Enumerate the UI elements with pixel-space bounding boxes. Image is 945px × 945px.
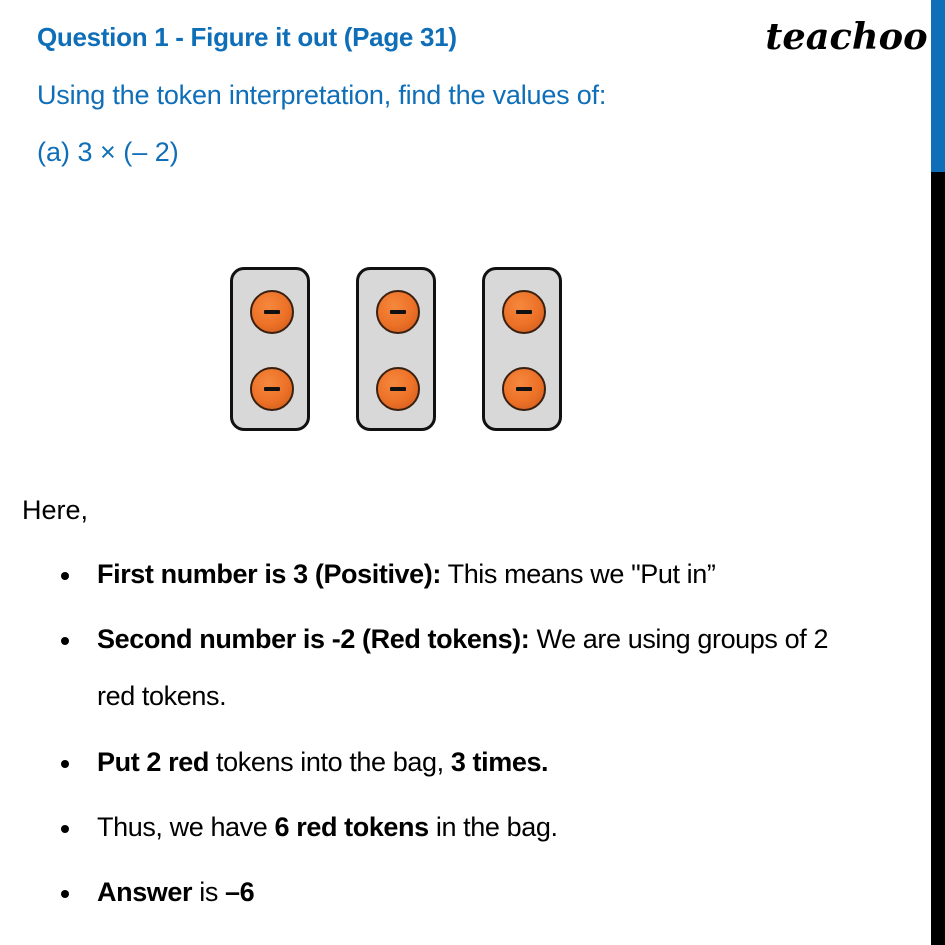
bullet-bold: Answer bbox=[97, 877, 193, 907]
bullet-text: tokens into the bag, bbox=[208, 747, 451, 777]
bullet-bold: Second number is -2 (Red tokens): bbox=[97, 624, 530, 654]
bullet-text: We are using groups of 2 bbox=[529, 624, 829, 654]
bullet-icon bbox=[61, 760, 69, 768]
side-bar-accent bbox=[931, 0, 945, 172]
bullet-bold: First number is 3 (Positive): bbox=[97, 559, 441, 589]
bullet-icon bbox=[61, 825, 69, 833]
bullet-icon bbox=[61, 637, 69, 645]
question-text: Using the token interpretation, find the values of: bbox=[37, 80, 607, 110]
token-bag-3 bbox=[482, 267, 562, 431]
explanation-intro: Here, bbox=[22, 495, 89, 525]
list-item bbox=[97, 812, 558, 843]
token-bag-1 bbox=[230, 267, 310, 431]
bullet-bold: Put 2 red bbox=[97, 747, 209, 777]
list-item bbox=[97, 747, 548, 778]
list-item-answer bbox=[97, 877, 254, 908]
question-part-a: (a) 3 × (– 2) bbox=[37, 137, 179, 167]
question-title: Question 1 - Figure it out (Page 31) bbox=[37, 22, 457, 52]
minus-token-icon bbox=[250, 290, 294, 334]
minus-token-icon bbox=[502, 290, 546, 334]
minus-token-icon bbox=[376, 367, 420, 411]
bullet-text: is bbox=[192, 877, 226, 907]
list-item bbox=[97, 559, 715, 590]
side-bar-dark bbox=[931, 172, 945, 945]
bullet-icon bbox=[61, 572, 69, 580]
bullet-text: in the bag. bbox=[428, 812, 558, 842]
bullet-bold: 3 times. bbox=[450, 747, 549, 777]
list-item-continuation: red tokens. bbox=[97, 681, 227, 711]
token-bag-2 bbox=[356, 267, 436, 431]
bullet-text: Thus, we have bbox=[97, 812, 275, 842]
minus-token-icon bbox=[376, 290, 420, 334]
answer-value: –6 bbox=[225, 877, 255, 907]
minus-token-icon bbox=[250, 367, 294, 411]
bullet-icon bbox=[61, 890, 69, 898]
bullet-bold: 6 red tokens bbox=[274, 812, 429, 842]
list-item bbox=[97, 624, 828, 655]
bullet-text: This means we "Put in” bbox=[440, 559, 716, 589]
teachoo-logo: teachoo bbox=[765, 16, 928, 58]
minus-token-icon bbox=[502, 367, 546, 411]
